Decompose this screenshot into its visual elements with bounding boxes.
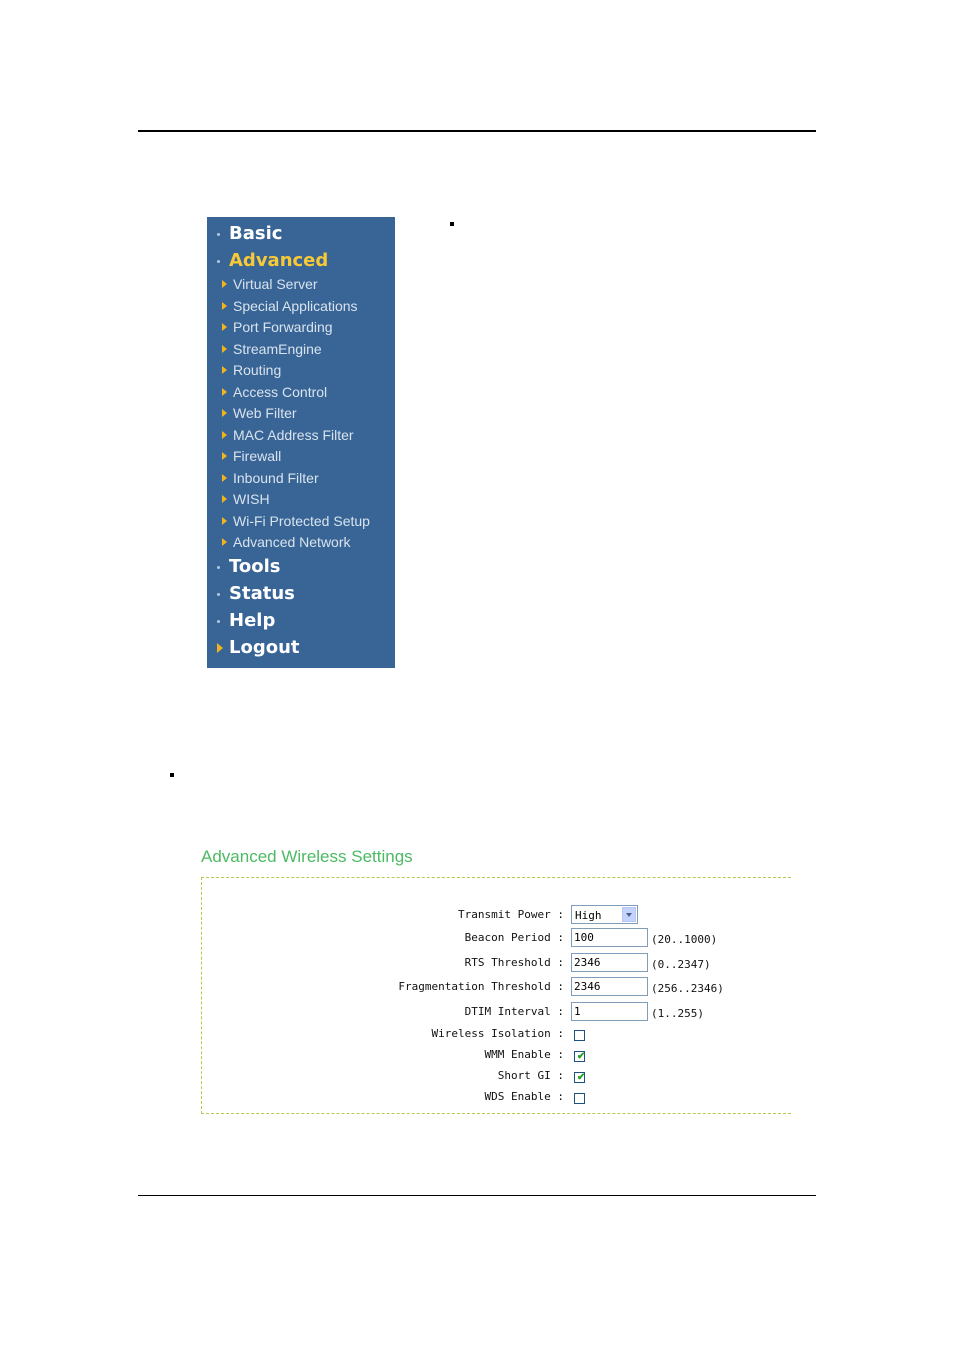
submenu-label: Routing: [233, 362, 282, 378]
check-icon: ✔: [577, 1072, 586, 1083]
submenu-label: Wi-Fi Protected Setup: [233, 513, 370, 529]
arrow-right-icon: [222, 345, 227, 353]
chevron-down-icon: [626, 913, 632, 917]
rts-threshold-range: (0..2347): [651, 958, 711, 971]
menu-basic-label: Basic: [229, 223, 283, 244]
row-fragmentation-threshold: [202, 977, 792, 999]
header-rule: [138, 130, 816, 132]
fragmentation-threshold-label: Fragmentation Threshold :: [398, 980, 564, 993]
wireless-isolation-checkbox[interactable]: [574, 1030, 585, 1041]
bullet-marker: [170, 773, 174, 777]
submenu-label: Special Applications: [233, 298, 358, 314]
submenu-label: Port Forwarding: [233, 319, 333, 335]
arrow-right-icon: [222, 517, 227, 525]
arrow-right-icon: [222, 431, 227, 439]
wds-enable-label: WDS Enable :: [484, 1090, 564, 1103]
bullet-icon: [217, 566, 220, 569]
transmit-power-value: High: [575, 909, 602, 922]
submenu-firewall[interactable]: [207, 446, 395, 467]
fragmentation-threshold-range: (256..2346): [651, 982, 724, 995]
row-rts-threshold: [202, 953, 792, 975]
row-beacon-period: [202, 928, 792, 950]
submenu-label: Virtual Server: [233, 276, 318, 292]
menu-tools[interactable]: [207, 554, 395, 580]
submenu-label: Firewall: [233, 448, 282, 464]
arrow-right-icon: [222, 323, 227, 331]
arrow-right-icon: [217, 643, 223, 653]
dtim-interval-input[interactable]: [571, 1002, 648, 1021]
arrow-right-icon: [222, 388, 227, 396]
menu-status-label: Status: [229, 583, 295, 604]
row-short-gi: [202, 1069, 792, 1091]
submenu-special-applications[interactable]: [207, 296, 395, 317]
arrow-right-icon: [222, 409, 227, 417]
submenu-label: MAC Address Filter: [233, 427, 354, 443]
submenu-inbound-filter[interactable]: [207, 468, 395, 489]
menu-logout[interactable]: [207, 635, 395, 661]
menu-help[interactable]: [207, 608, 395, 634]
submenu-web-filter[interactable]: [207, 403, 395, 424]
menu-basic[interactable]: [207, 221, 395, 247]
menu-advanced[interactable]: [207, 248, 395, 274]
row-wireless-isolation: [202, 1027, 792, 1049]
wmm-enable-label: WMM Enable :: [484, 1048, 564, 1061]
row-wds-enable: [202, 1090, 792, 1112]
bullet-icon: [217, 260, 220, 263]
submenu-advanced-network[interactable]: [207, 532, 395, 553]
row-dtim-interval: [202, 1002, 792, 1024]
submenu-label: Advanced Network: [233, 534, 351, 550]
bullet-icon: [217, 233, 220, 236]
wireless-settings-panel: [201, 877, 791, 1114]
menu-advanced-label: Advanced: [229, 250, 329, 271]
rts-threshold-input[interactable]: [571, 953, 648, 972]
menu-tools-label: Tools: [229, 556, 281, 577]
dropdown-button[interactable]: [622, 907, 636, 922]
submenu-label: WISH: [233, 491, 270, 507]
submenu-wifi-protected-setup[interactable]: [207, 511, 395, 532]
wmm-enable-checkbox[interactable]: [574, 1051, 585, 1062]
transmit-power-select[interactable]: [571, 905, 638, 924]
beacon-period-input[interactable]: [571, 928, 648, 947]
submenu-access-control[interactable]: [207, 382, 395, 403]
wireless-isolation-label: Wireless Isolation :: [431, 1027, 564, 1040]
rts-threshold-label: RTS Threshold :: [464, 956, 564, 969]
submenu-label: Access Control: [233, 384, 328, 400]
submenu-wish[interactable]: [207, 489, 395, 510]
sidebar-menu: [207, 217, 395, 668]
menu-help-label: Help: [229, 610, 276, 631]
submenu-label: Web Filter: [233, 405, 297, 421]
short-gi-checkbox[interactable]: [574, 1072, 585, 1083]
footer-rule: [138, 1195, 816, 1196]
check-icon: ✔: [577, 1051, 586, 1062]
arrow-right-icon: [222, 474, 227, 482]
transmit-power-label: Transmit Power :: [458, 908, 564, 921]
menu-logout-label: Logout: [229, 637, 300, 658]
panel-title: Advanced Wireless Settings: [201, 847, 413, 866]
submenu-label: StreamEngine: [233, 341, 322, 357]
menu-status[interactable]: [207, 581, 395, 607]
arrow-right-icon: [222, 495, 227, 503]
beacon-period-label: Beacon Period :: [464, 931, 564, 944]
arrow-right-icon: [222, 452, 227, 460]
bullet-marker: [450, 222, 454, 226]
fragmentation-threshold-input[interactable]: [571, 977, 648, 996]
row-transmit-power: [202, 905, 792, 927]
submenu-label: Inbound Filter: [233, 470, 319, 486]
submenu-routing[interactable]: [207, 360, 395, 381]
submenu-port-forwarding[interactable]: [207, 317, 395, 338]
dtim-interval-range: (1..255): [651, 1007, 704, 1020]
dtim-interval-label: DTIM Interval :: [464, 1005, 564, 1018]
submenu-mac-address-filter[interactable]: [207, 425, 395, 446]
bullet-icon: [217, 620, 220, 623]
beacon-period-range: (20..1000): [651, 933, 718, 946]
arrow-right-icon: [222, 538, 227, 546]
submenu-virtual-server[interactable]: [207, 274, 395, 295]
row-wmm-enable: [202, 1048, 792, 1070]
bullet-icon: [217, 593, 220, 596]
submenu-streamengine[interactable]: [207, 339, 395, 360]
arrow-right-icon: [222, 302, 227, 310]
short-gi-label: Short GI :: [497, 1069, 564, 1082]
arrow-right-icon: [222, 280, 227, 288]
wds-enable-checkbox[interactable]: [574, 1093, 585, 1104]
arrow-right-icon: [222, 366, 227, 374]
